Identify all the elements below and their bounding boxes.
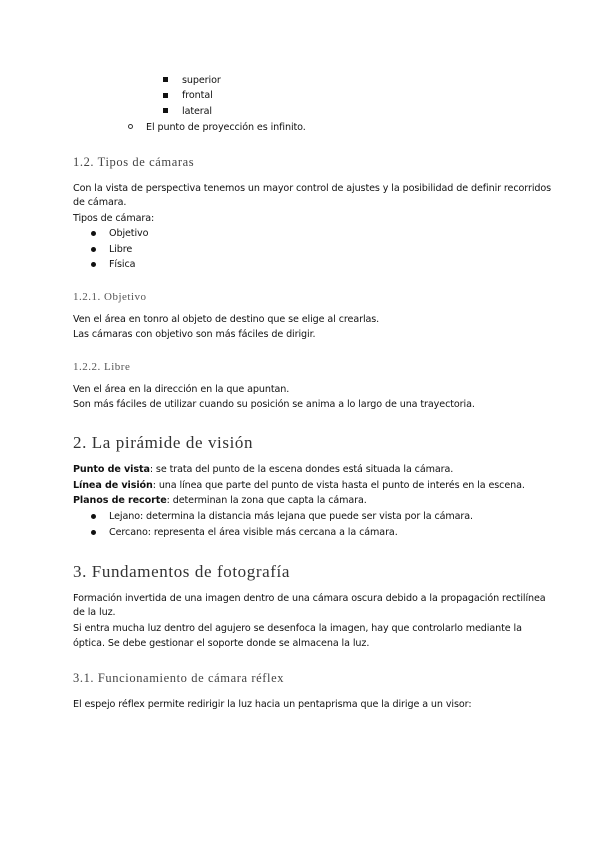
- definition-term: Línea de visión: [73, 480, 153, 491]
- list-item: Objetivo: [109, 228, 149, 239]
- paragraph-line: Ven el área en la dirección en la que apuntan.: [73, 384, 290, 395]
- list-item: Lejano: determina la distancia más lejana que puede ser vista por la cámara.: [109, 511, 473, 522]
- definition-term: Punto de vista: [73, 464, 150, 475]
- list-item: Libre: [109, 244, 133, 255]
- bullet-icon: [91, 262, 96, 267]
- paragraph-line: de la luz.: [73, 607, 116, 618]
- paragraph-line: óptica. Se debe gestionar el soporte donde se almacena la luz.: [73, 638, 370, 649]
- definition-text: : determinan la zona que capta la cámara.: [166, 495, 367, 506]
- square-bullet-icon: [163, 77, 168, 82]
- list-item: Cercano: representa el área visible más cercana a la cámara.: [109, 527, 398, 538]
- chapter-heading: 2. La pirámide de visión: [73, 433, 254, 452]
- paragraph-line: Son más fáciles de utilizar cuando su posición se anima a lo largo de una trayectoria.: [73, 399, 475, 410]
- paragraph-line: Si entra mucha luz dentro del agujero se desenfoca la imagen, hay que controlarlo mediante la: [73, 623, 522, 634]
- bullet-icon: [91, 514, 96, 519]
- list-item: Física: [109, 259, 136, 270]
- chapter-heading: 3. Fundamentos de fotografía: [73, 562, 290, 581]
- bullet-icon: [91, 231, 96, 236]
- bullet-icon: [91, 247, 96, 252]
- square-bullet-icon: [163, 93, 168, 98]
- paragraph-line: Las cámaras con objetivo son más fáciles de dirigir.: [73, 329, 316, 340]
- list-item: frontal: [182, 90, 213, 101]
- definition-line: [73, 494, 367, 507]
- list-item: El punto de proyección es infinito.: [146, 122, 306, 133]
- definition-text: : se trata del punto de la escena dondes está situada la cámara.: [149, 464, 454, 475]
- subsection-heading: 1.2.2. Libre: [73, 361, 131, 373]
- paragraph-line: de cámara.: [73, 197, 127, 208]
- section-heading: 3.1. Funcionamiento de cámara réflex: [73, 671, 285, 685]
- square-bullet-icon: [163, 108, 168, 113]
- paragraph-line: Formación invertida de una imagen dentro de una cámara oscura debido a la propagación rectilínea: [73, 593, 546, 604]
- paragraph-line: Ven el área en tonro al objeto de destino que se elige al crearlas.: [73, 314, 380, 325]
- definition-line: [73, 479, 525, 492]
- subsection-heading: 1.2.1. Objetivo: [73, 291, 147, 303]
- list-item: lateral: [182, 106, 212, 117]
- paragraph-line: El espejo réflex permite redirigir la luz hacia un pentaprisma que la dirige a un visor:: [73, 699, 472, 710]
- list-item: superior: [182, 75, 221, 86]
- circle-bullet-icon: [128, 124, 133, 129]
- section-heading: 1.2. Tipos de cámaras: [73, 155, 195, 169]
- bullet-icon: [91, 530, 96, 535]
- paragraph-line: Con la vista de perspectiva tenemos un mayor control de ajustes y la posibilidad de definir recorridos: [73, 183, 552, 194]
- definition-text: : una línea que parte del punto de vista hasta el punto de interés en la escena.: [152, 480, 525, 491]
- definition-line: [73, 463, 453, 476]
- list-title: Tipos de cámara:: [73, 213, 155, 224]
- definition-term: Planos de recorte: [73, 495, 167, 506]
